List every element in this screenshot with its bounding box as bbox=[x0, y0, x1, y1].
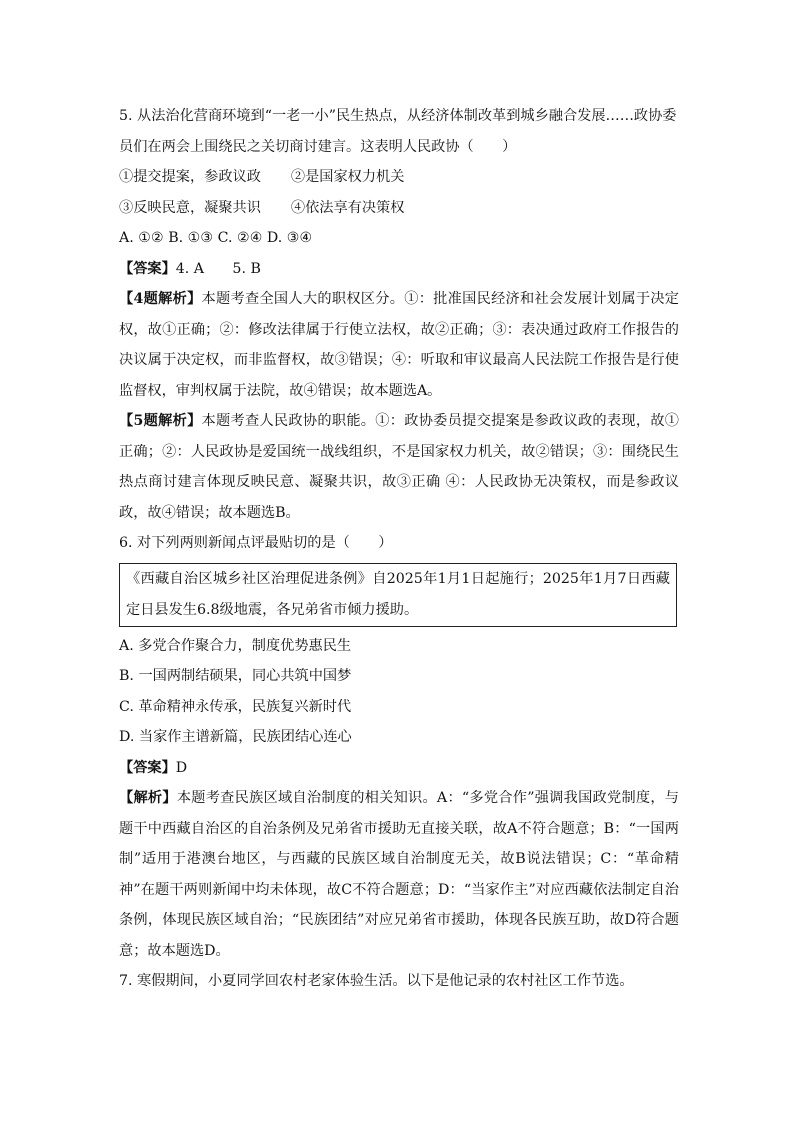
question-6-stem: 6. 对下列两则新闻点评最贴切的是（ ） bbox=[119, 535, 393, 551]
question-7-stem: 7. 寒假期间，小夏同学回农村老家体验生活。以下是他记录的农村社区工作节选。 bbox=[119, 973, 634, 989]
answer-tag: 【答案】 bbox=[119, 260, 176, 277]
question-5-option-2: ②是国家权力机关 bbox=[290, 169, 405, 185]
analysis-4-text: 本题考查全国人大的职权区分。①：批准国民经济和社会发展计划属于决定权，故①正确；②：修改法律属于行使立法权，故②正确；③：表决通过政府工作报告的决议属于决定权，而非监督权，故③错误；④：听取和审议最高人民法院工作报告是行使监督权，审判权属于法院，故④错误；故本题选A。 bbox=[119, 291, 679, 399]
question-6-option-d: D. 当家作主谱新篇，民族团结心连心 bbox=[119, 729, 352, 745]
question-6-news-box bbox=[119, 563, 677, 627]
question-6-option-c: C. 革命精神永传承，民族复兴新时代 bbox=[119, 698, 352, 715]
question-6-option-b: B. 一国两制结硕果，同心共筑中国梦 bbox=[119, 668, 352, 684]
answer-text: 4. A 5. B bbox=[175, 260, 261, 277]
answer-6 bbox=[119, 753, 679, 784]
question-5-stem-line-1: 5. 从法治化营商环境到“一老一小”民生热点，从经济体制改革到城乡融合发展……政协委 bbox=[119, 108, 677, 124]
document-content bbox=[119, 101, 679, 997]
answer-4-5 bbox=[119, 254, 679, 285]
question-6-option-a: A. 多党合作聚合力，制度优势惠民生 bbox=[119, 637, 352, 654]
question-5-options-row-1 bbox=[119, 162, 679, 193]
question-5-option-1: ①提交提案，参政议政 bbox=[119, 169, 261, 185]
question-5-choices: A. ①② B. ①③ C. ②④ D. ③④ bbox=[119, 230, 313, 246]
analysis-4-tag: 【4题解析】 bbox=[119, 291, 202, 307]
analysis-4 bbox=[119, 284, 679, 406]
analysis-6-text: 本题考查民族区域自治制度的相关知识。A：“多党合作”强调我国政党制度，与题干中西藏自治区的自治条例及兄弟省市援助无直接关联，故A不符合题意；B：“一国两制”适用于港澳台地区，与西藏的民族区域自治制度无关，故B说法错误；C：“革命精神”在题干两则新闻中均未体现，故C不符合题意；D：“当家作主”对应西藏依法制定自治条例，体现民族区域自治；“民族团结”对应兄弟省市援助，体现各民族互助，故D符合题意；故本题选D。 bbox=[119, 790, 679, 959]
analysis-6 bbox=[119, 783, 679, 966]
analysis-5 bbox=[119, 406, 679, 528]
analysis-6-tag: 【解析】 bbox=[119, 790, 177, 806]
question-6-news-text: 《西藏自治区城乡社区治理促进条例》自2025年1月1日起施行；2025年1月7日西藏定日县发生6.8级地震，各兄弟省市倾力援助。 bbox=[126, 570, 670, 618]
question-5-option-4: ④依法享有决策权 bbox=[290, 199, 405, 216]
question-5-option-3: ③反映民意，凝聚共识 bbox=[119, 199, 261, 216]
analysis-5-text: 本题考查人民政协的职能。①：政协委员提交提案是参政议政的表现，故①正确；②：人民政协是爱国统一战线组织，不是国家权力机关，故②错误；③：围绕民生热点商讨建言体现反映民意、凝聚共识，故③正确 ④：人民政协无决策权，而是参政议政，故④错误；故本题选B。 bbox=[119, 413, 679, 521]
answer-6-tag: 【答案】 bbox=[119, 759, 176, 776]
answer-6-text: D bbox=[175, 759, 188, 776]
question-5-options-row-2 bbox=[119, 193, 679, 224]
analysis-5-tag: 【5题解析】 bbox=[119, 413, 202, 429]
question-5-stem-line-2: 员们在两会上围绕民之关切商讨建言。这表明人民政协（ ） bbox=[119, 138, 517, 155]
